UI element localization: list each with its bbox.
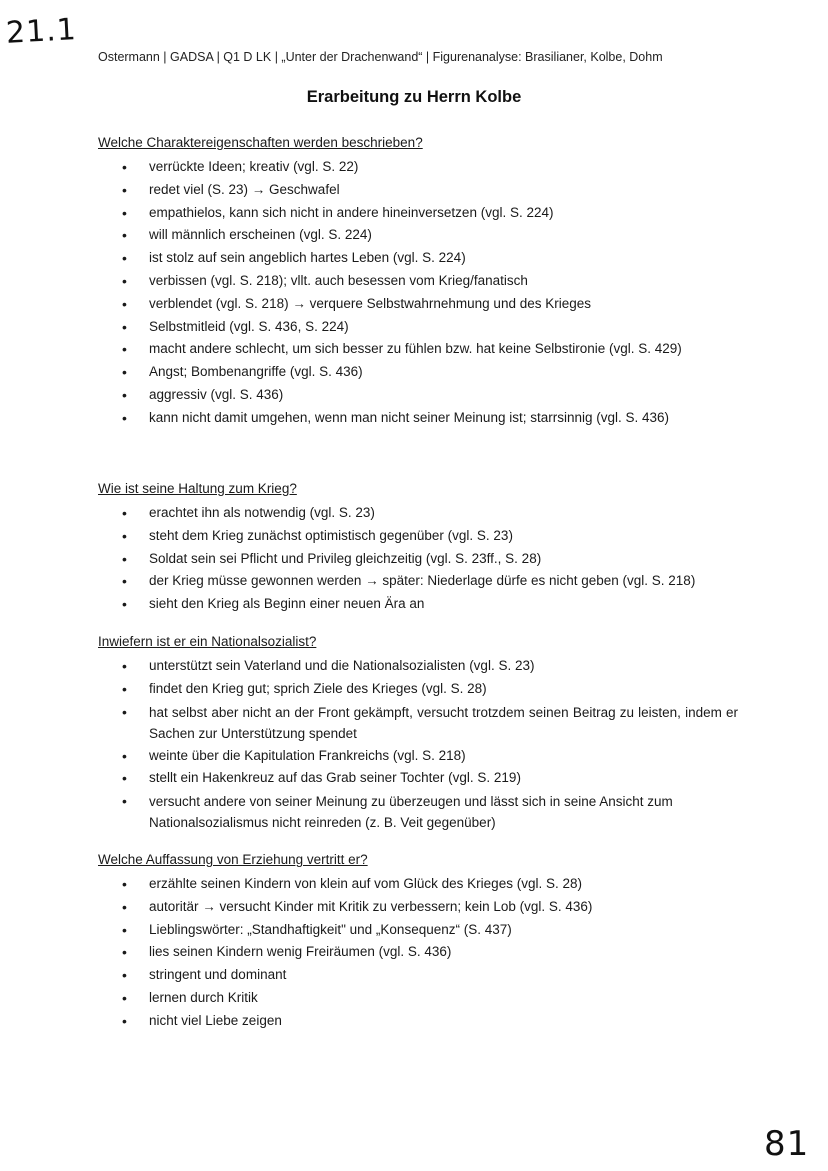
section-question: Welche Auffassung von Erziehung vertritt er?	[98, 852, 368, 867]
section-question: Inwiefern ist er ein Nationalsozialist?	[98, 634, 317, 649]
section-education	[98, 850, 738, 1033]
list-item: • empathielos, kann sich nicht in andere hineinversetzen (vgl. S. 224)	[122, 204, 554, 221]
handwritten-page-number: 81	[764, 1124, 810, 1164]
list-item: • steht dem Krieg zunächst optimistisch gegenüber (vgl. S. 23)	[122, 527, 513, 544]
list-item: • verblendet (vgl. S. 218) → verquere Selbstwahrnehmung und des Krieges	[122, 295, 591, 312]
section-national-socialist	[98, 632, 738, 834]
list-item: • der Krieg müsse gewonnen werden → später: Niederlage dürfe es nicht geben (vgl. S. 218)	[122, 573, 696, 590]
list-item: • will männlich erscheinen (vgl. S. 224)	[122, 227, 372, 244]
list-item: • verbissen (vgl. S. 218); vllt. auch besessen vom Krieg/fanatisch	[122, 272, 528, 289]
list-item: • stellt ein Hakenkreuz auf das Grab seiner Tochter (vgl. S. 219)	[122, 770, 521, 787]
list-item: • stringent und dominant	[122, 967, 287, 984]
list-item: • versucht andere von seiner Meinung zu überzeugen und lässt sich in seine Ansicht zum Nationalsozialismus nicht reinreden (z. B. Veit gegenüber)	[122, 793, 673, 831]
list-item: • autoritär → versucht Kinder mit Kritik zu verbessern; kein Lob (vgl. S. 436)	[122, 898, 593, 915]
list-item: • unterstützt sein Vaterland und die Nationalsozialisten (vgl. S. 23)	[122, 658, 535, 674]
list-item: • ist stolz auf sein angeblich hartes Leben (vgl. S. 224)	[122, 250, 466, 267]
document-header: Ostermann | GADSA | Q1 D LK | „Unter der Drachenwand“ | Figurenanalyse: Brasilianer, Kolbe, Dohm	[98, 50, 663, 64]
list-item: • lernen durch Kritik	[122, 989, 258, 1006]
list-item: • erzählte seinen Kindern von klein auf vom Glück des Krieges (vgl. S. 28)	[122, 876, 582, 892]
section-war-attitude	[98, 479, 738, 616]
list-item: • weinte über die Kapitulation Frankreichs (vgl. S. 218)	[122, 747, 466, 764]
list-item: • hat selbst aber nicht an der Front gekämpft, versucht trotzdem seinen Beitrag zu leisten, indem er Sachen zur Unterstützung spendet	[122, 703, 738, 741]
list-item: • verrückte Ideen; kreativ (vgl. S. 22)	[122, 159, 359, 175]
list-item: • Angst; Bombenangriffe (vgl. S. 436)	[122, 364, 363, 381]
list-item: • sieht den Krieg als Beginn einer neuen Ära an	[122, 596, 425, 613]
list-item: • findet den Krieg gut; sprich Ziele des Krieges (vgl. S. 28)	[122, 680, 487, 697]
list-item: • erachtet ihn als notwendig (vgl. S. 23)	[122, 505, 375, 521]
list-item: • redet viel (S. 23) → Geschwafel	[122, 181, 340, 198]
section-character-traits	[98, 133, 738, 430]
list-item: • Soldat sein sei Pflicht und Privileg gleichzeitig (vgl. S. 23ff., S. 28)	[122, 550, 542, 567]
list-item: • aggressiv (vgl. S. 436)	[122, 386, 284, 403]
list-item: • Selbstmitleid (vgl. S. 436, S. 224)	[122, 318, 349, 335]
list-item: • nicht viel Liebe zeigen	[122, 1012, 282, 1029]
handwritten-page-label: 21.1	[5, 12, 78, 51]
bullet-list	[98, 156, 738, 430]
section-question: Wie ist seine Haltung zum Krieg?	[98, 481, 297, 496]
list-item: • Lieblingswörter: „Standhaftigkeit" und „Konsequenz“ (S. 437)	[122, 921, 512, 938]
list-item: • kann nicht damit umgehen, wenn man nicht seiner Meinung ist; starrsinnig (vgl. S. 436)	[122, 409, 670, 426]
list-item: • lies seinen Kindern wenig Freiräumen (vgl. S. 436)	[122, 944, 452, 961]
bullet-list	[98, 655, 738, 833]
list-item: • macht andere schlecht, um sich besser zu fühlen bzw. hat keine Selbstironie (vgl. S. 429)	[122, 341, 682, 358]
bullet-list	[98, 502, 738, 616]
section-question: Welche Charaktereigenschaften werden beschrieben?	[98, 135, 423, 150]
page-title: Erarbeitung zu Herrn Kolbe	[306, 88, 522, 106]
bullet-list	[98, 873, 738, 1033]
